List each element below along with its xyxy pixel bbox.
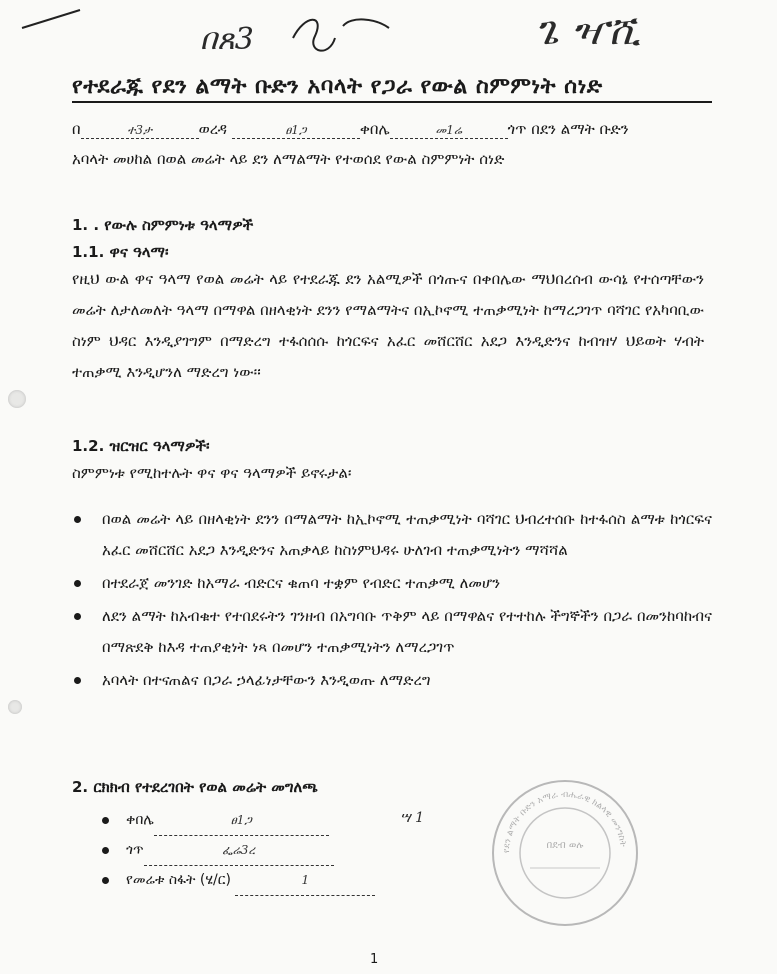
section2-heading: 2. ርክክብ የተደረገበት የወል መሬት መግለጫ — [72, 778, 318, 796]
page-number: 1 — [370, 952, 379, 967]
list-item: የመሬቱ ስፋት (ሄ/ር) 1 — [100, 866, 375, 896]
section1-1-text: የዚህ ውል ዋና ዓላማ የወል መሬት ላይ የተደራጁ ደን አልሚዎች በጎጡና በቀበሌው ማህበረሰብ ውሳኔ የተሰጣቸውን መሬት ለታለመለት ዓላማ በማዋል በዘላቂነት ደንን የማልማትና በኢኮኖሚ ተጠቃሚነት ከማረጋገጥ ባሻገር የአካባቢው ስነም ህዳር እንዲያገግም በማድረግ ተፋሰሰሱ ከጎርፍና አፈር መሸርሸር አደጋ እንዲድንና ከብዝሃ ህይወት ሃብት ተጠቃሚ እንዲሆንለ ማድረግ ነው፡፡ — [72, 270, 704, 381]
handwritten-stroke — [20, 6, 90, 36]
bullet-icon — [74, 516, 81, 523]
land-description-list — [100, 806, 375, 896]
bullet-icon — [102, 847, 109, 854]
document-title: የተደራጁ የደን ልማት ቡድን አባላት የጋራ የውል ስምምነት ሰነድ — [72, 74, 712, 103]
handwritten-note-right: ጌ ዣሺ — [535, 8, 641, 54]
bullet-icon — [74, 613, 81, 620]
objectives-list — [72, 504, 712, 698]
bullet-icon — [74, 580, 81, 587]
handwritten-note-left: በጸ3 — [200, 22, 254, 57]
intro-line-2: አባላት መሀከል በወል መሬት ላይ ደን ለማልማት የተወሰደ የውል ስምምነት ሰነድ — [72, 150, 505, 168]
svg-text:የደን ልማት ቡድን አማራ ብሔራዊ ክልላዊ መንግስ: የደን ልማት ቡድን አማራ ብሔራዊ ክልላዊ መንግስት — [501, 789, 628, 854]
section1-2-intro: ስምምነቱ የሚከተሉት ዋና ዋና ዓላማዎች ይኖሩታል፡ — [72, 464, 352, 482]
fill-region: ተ3ታ — [81, 123, 199, 139]
list-item: ለደን ልማት ከአብቁተ የተበደሩትን ገንዘብ በአግባቡ ጥቅም ላይ በማዋልና የተተከሉ ችግኞችን በጋራ በመንከባከብና በማጽደቅ ከእዳ ተጠያቂነት ነጻ በመሆን ተጠቃሚነትን ለማረጋገጥ — [72, 601, 712, 663]
list-item: በወል መሬት ላይ በዘላቂነት ደንን በማልማት ከኢኮኖሚ ተጠቃሚነት ባሻገር ህብረተሰቡ ከተፋሰስ ልማቱ ከጎርፍና አፈር መሸርሸር አደጋ እንዲድንና አጠቃላይ ከስነምህዳሩ ሁለገብ ተጠቃሚነትን ማሻሻል — [72, 504, 712, 566]
list-item: ቀበሌ ፀ1ጋ — [100, 806, 375, 836]
handwritten-side-note: ሣ 1 — [400, 810, 425, 826]
list-item: ጎጥ ፌሬ3ረ — [100, 836, 375, 866]
got-label: ጎጥ በደን ልማት ቡድን — [507, 120, 629, 138]
bullet-icon — [74, 677, 81, 684]
intro-line-1 — [72, 120, 732, 139]
fill-area-value: 1 — [235, 866, 375, 896]
handwritten-scribble — [285, 8, 395, 63]
list-item: በተደራጀ መንገድ ከአማራ ብድርና ቁጠባ ተቋም የብድር ተጠቃሚ ለመሆን — [72, 568, 712, 599]
section1-2-heading: 1.2. ዝርዝር ዓላማዎች፡ — [72, 437, 210, 455]
bullet-icon — [102, 877, 109, 884]
official-stamp — [490, 778, 640, 928]
punch-hole — [8, 390, 26, 408]
punch-hole — [8, 700, 22, 714]
section1-1-heading: 1.1. ዋና ዓላማ፡ — [72, 243, 169, 261]
fill-kebele-value: ፀ1ጋ — [154, 806, 329, 836]
bullet-icon — [102, 817, 109, 824]
list-item: አባላት በተናጠልና በጋራ ኃላፊነታቸውን እንዲወጡ ለማድረግ — [72, 665, 712, 696]
fill-got-value: ፌሬ3ረ — [144, 836, 334, 866]
intro-prefix: በ — [72, 120, 81, 138]
section1-heading: 1. . የውሉ ስምምነቱ ዓላማዎች — [72, 216, 254, 234]
woreda-label: ወረዳ — [198, 120, 228, 138]
fill-woreda: ፀ1ጋ — [232, 123, 360, 139]
svg-text:በደብ ወሉ: በደብ ወሉ — [546, 840, 584, 851]
kebele-label: ቀበሌ — [359, 120, 390, 138]
fill-kebele: መ1ሬ — [390, 123, 508, 139]
